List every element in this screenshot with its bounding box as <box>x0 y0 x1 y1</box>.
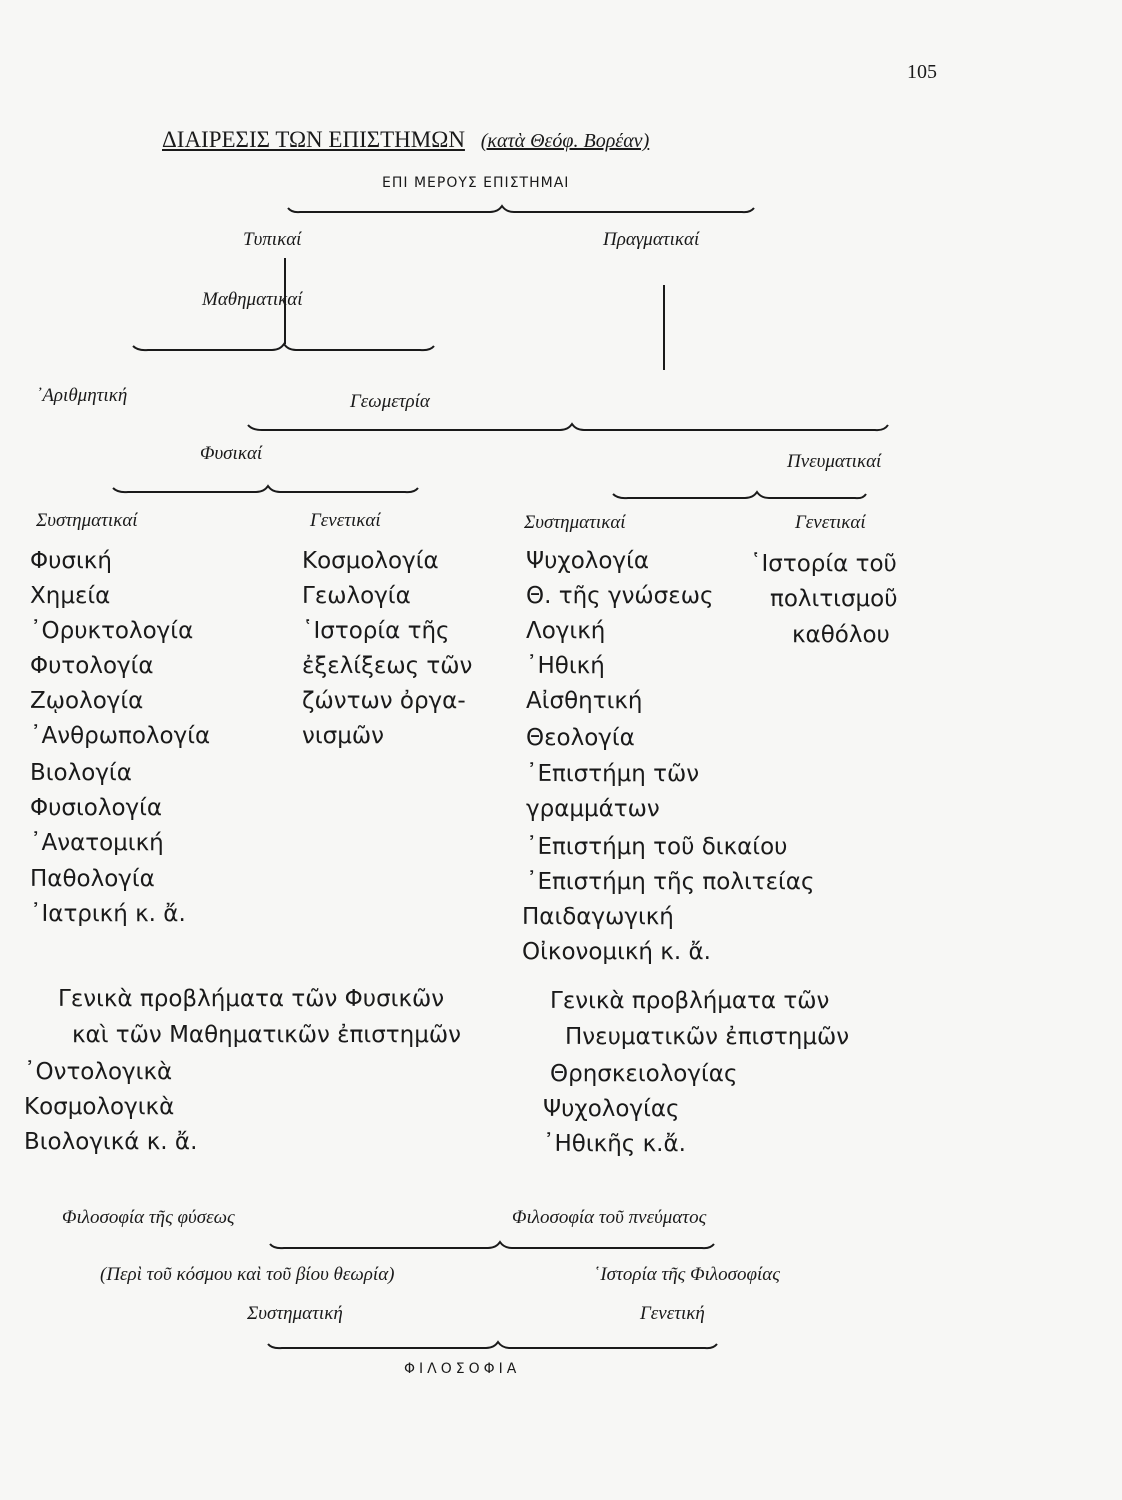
list-item-spiritual-genetic: ῾Ιστορία τοῦ <box>750 551 897 577</box>
general-problems-natural-item: Βιολογικά κ. ἄ. <box>24 1129 198 1155</box>
general-problems-natural-item: Κοσμολογικὰ <box>24 1094 175 1120</box>
list-item-spiritual-systematic: Παιδαγωγική <box>522 904 674 930</box>
list-item-physical-genetic: ῾Ιστορία τῆς <box>302 618 450 644</box>
general-problems-natural-item: ᾿Οντολογικὰ <box>24 1059 173 1085</box>
general-problems-spiritual-heading: Γενικὰ προβλήματα τῶν <box>550 988 830 1014</box>
node-philosophy-theory: (Περὶ τοῦ κόσμου καὶ τοῦ βίου θεωρία) <box>100 1264 395 1285</box>
list-item-physical-genetic: Κοσμολογία <box>302 548 439 574</box>
root-philosophy: ΦΙΛΟΣΟΦΙΑ <box>404 1361 521 1377</box>
list-item-spiritual-systematic: Θ. τῆς γνώσεως <box>526 583 714 609</box>
list-item-spiritual-systematic: ᾿Επιστήμη τοῦ δικαίου <box>526 834 788 860</box>
list-item-spiritual-systematic: ᾿Επιστήμη τῆς πολιτείας <box>526 869 815 895</box>
list-item-physical-genetic: ἐξελίξεως τῶν <box>302 653 473 679</box>
title <box>162 128 649 151</box>
list-item-physical-genetic: ζώντων ὀργα- <box>302 688 466 714</box>
list-item-physical-systematic: Φυσική <box>30 548 112 574</box>
brace-spiritual <box>613 492 866 498</box>
brace-philosophy-1 <box>270 1242 714 1248</box>
header-physical-genetic: Γενετικαί <box>310 510 381 531</box>
list-item-spiritual-genetic: πολιτισμοῦ <box>770 586 898 612</box>
list-item-physical-systematic: Παθολογία <box>30 866 155 892</box>
list-item-physical-systematic: Ζῳολογία <box>30 688 144 714</box>
brace-philosophy-2 <box>268 1342 717 1348</box>
list-item-physical-systematic: Φυτολογία <box>30 653 154 679</box>
list-item-physical-systematic: ᾿Ορυκτολογία <box>30 618 194 644</box>
brace-root <box>288 206 754 212</box>
node-philosophy-systematic: Συστηματική <box>247 1303 343 1324</box>
general-problems-spiritual-heading: Πνευματικῶν ἐπιστημῶν <box>565 1024 850 1050</box>
node-real: Πραγματικαί <box>603 229 700 250</box>
list-item-physical-systematic: Χημεία <box>30 583 111 609</box>
title-subtitle: (κατὰ Θεόφ. Βορέαν) <box>480 130 650 152</box>
list-item-physical-genetic: Γεωλογία <box>302 583 411 609</box>
node-philosophy-genetic: Γενετική <box>640 1303 705 1324</box>
node-formal: Τυπικαί <box>243 229 302 250</box>
node-physical: Φυσικαί <box>200 443 263 464</box>
list-item-physical-systematic: ᾿Ιατρική κ. ἄ. <box>30 901 186 927</box>
list-item-spiritual-systematic: γραμμάτων <box>526 796 660 822</box>
list-item-physical-systematic: ᾿Ανθρωπολογία <box>30 723 211 749</box>
header-spiritual-genetic: Γενετικαί <box>795 512 866 533</box>
node-arithmetic: ᾿Αριθμητική <box>36 385 128 406</box>
list-item-spiritual-systematic: Θεολογία <box>526 725 635 751</box>
list-item-physical-systematic: ᾿Ανατομική <box>30 830 164 856</box>
list-item-spiritual-genetic: καθόλου <box>792 622 890 648</box>
node-mathematics: Μαθηματικαί <box>202 289 303 310</box>
node-philosophy-of-spirit: Φιλοσοφία τοῦ πνεύματος <box>512 1207 707 1228</box>
general-problems-natural-heading: καὶ τῶν Μαθηματικῶν ἐπιστημῶν <box>72 1022 461 1048</box>
general-problems-spiritual-item: ᾿Ηθικῆς κ.ἄ. <box>543 1131 686 1157</box>
page-number: 105 <box>907 61 937 83</box>
node-spiritual: Πνευματικαί <box>787 451 882 472</box>
list-item-physical-genetic: νισμῶν <box>302 723 384 749</box>
general-problems-spiritual-item: Ψυχολογίας <box>543 1096 680 1122</box>
title-main: ΔΙΑΙΡΕΣΙΣ ΤΩΝ ΕΠΙΣΤΗΜΩΝ <box>162 127 465 152</box>
node-geometry: Γεωμετρία <box>350 391 430 412</box>
brace-math <box>133 344 434 350</box>
list-item-spiritual-systematic: Ψυχολογία <box>526 548 650 574</box>
root-particular-sciences: ΕΠΙ ΜΕΡΟΥΣ ΕΠΙΣΤΗΜΑΙ <box>382 175 570 191</box>
list-item-spiritual-systematic: Λογική <box>526 618 606 644</box>
list-item-spiritual-systematic: ᾿Επιστήμη τῶν <box>526 761 700 787</box>
list-item-physical-systematic: Βιολογία <box>30 760 132 786</box>
brace-geometry <box>248 424 888 430</box>
general-problems-natural-heading: Γενικὰ προβλήματα τῶν Φυσικῶν <box>58 986 445 1012</box>
general-problems-spiritual-item: Θρησκειολογίας <box>550 1061 738 1087</box>
header-spiritual-systematic: Συστηματικαί <box>524 512 626 533</box>
list-item-spiritual-systematic: Αἰσθητική <box>526 688 643 714</box>
list-item-physical-systematic: Φυσιολογία <box>30 795 163 821</box>
list-item-spiritual-systematic: ᾿Ηθική <box>526 653 605 679</box>
list-item-spiritual-systematic: Οἰκονομική κ. ἄ. <box>522 939 711 965</box>
node-philosophy-history: ῾Ιστορία τῆς Φιλοσοφίας <box>594 1264 780 1285</box>
node-philosophy-of-nature: Φιλοσοφία τῆς φύσεως <box>62 1207 235 1228</box>
header-physical-systematic: Συστηματικαί <box>36 510 138 531</box>
brace-physical <box>113 486 418 492</box>
